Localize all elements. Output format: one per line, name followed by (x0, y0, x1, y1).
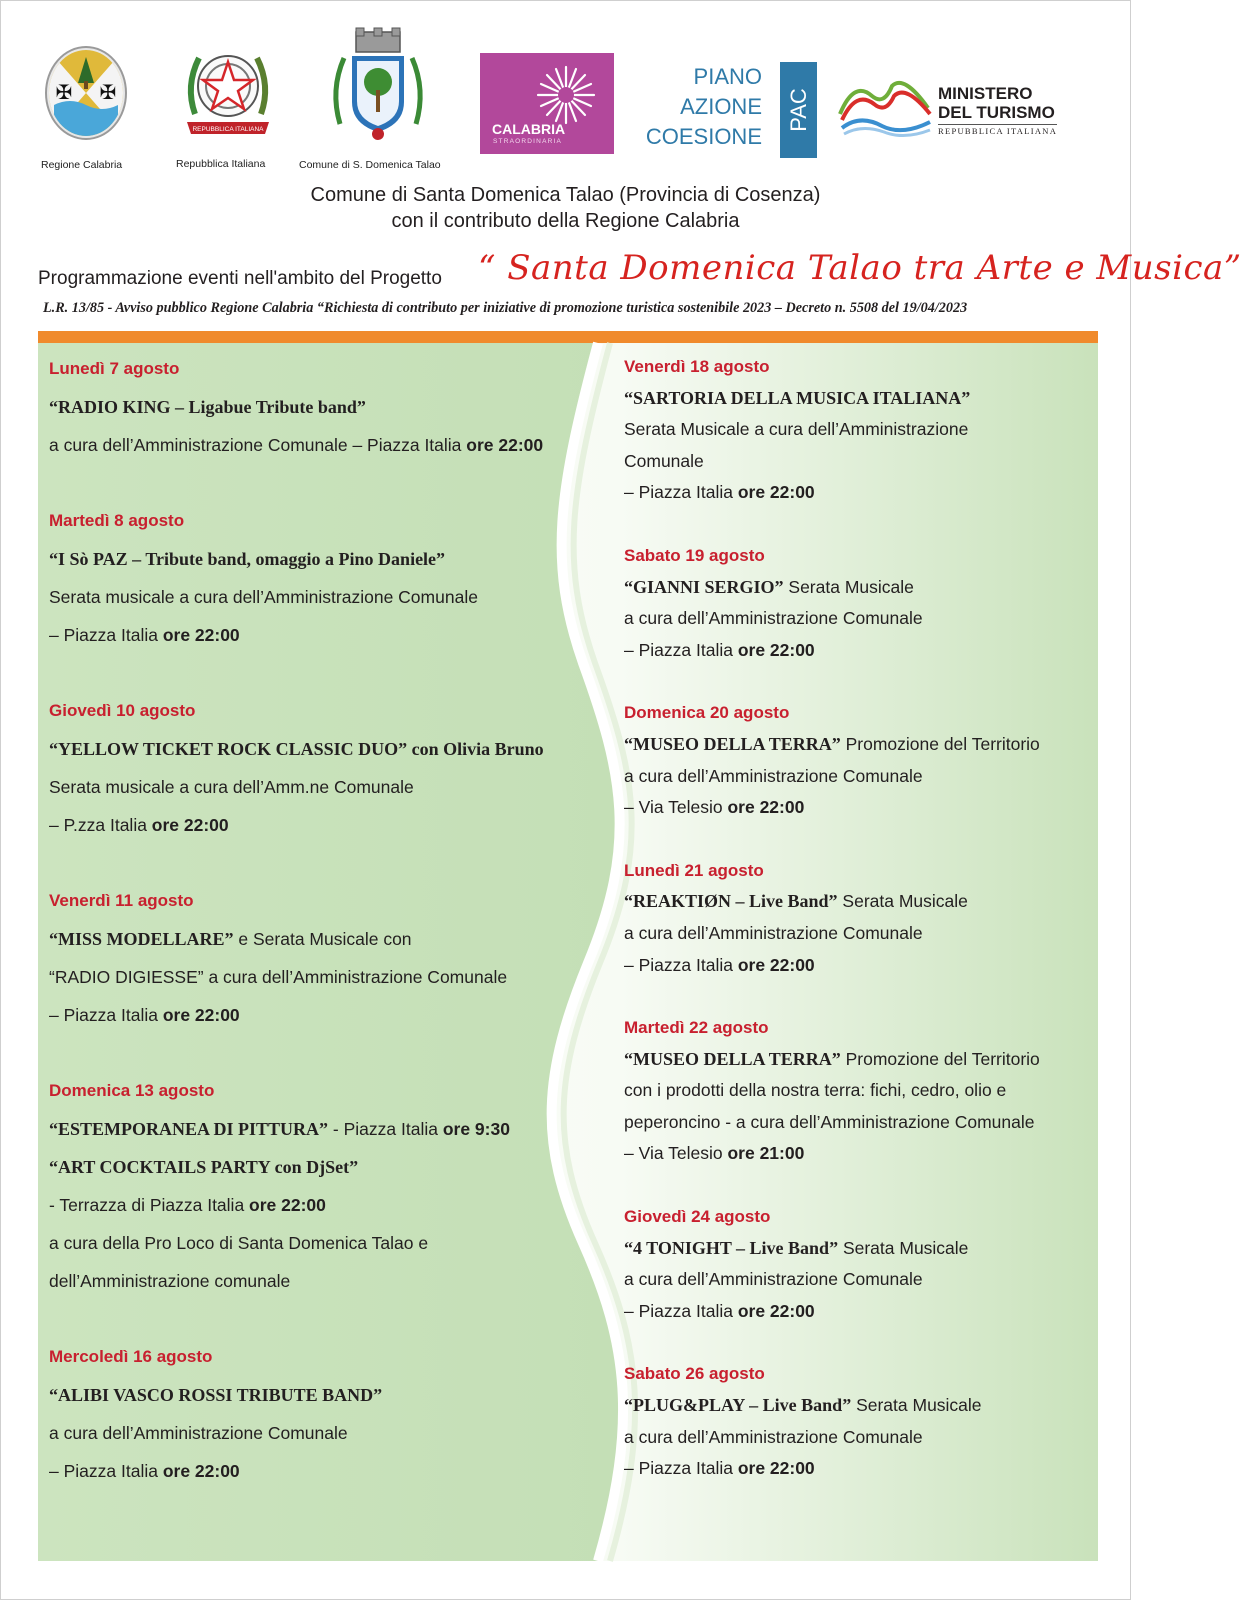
event-text: Serata Musicale (838, 1237, 969, 1258)
event-line (49, 426, 589, 464)
event-text: - Piazza Italia (328, 1119, 443, 1139)
event-title: “YELLOW TICKET ROCK CLASSIC DUO” con Olivia Bruno (49, 739, 544, 759)
event-line (49, 578, 589, 616)
event-text: Promozione del Territorio (840, 1048, 1040, 1069)
event-block (624, 1012, 1084, 1170)
event-time: ore 22:00 (162, 625, 240, 645)
pac-wordmark (630, 62, 762, 152)
event-date: Mercoledì 16 agosto (49, 1347, 213, 1366)
event-title: “4 TONIGHT – Live Band” (624, 1237, 839, 1258)
event-line (624, 729, 1084, 761)
pac-badge (780, 62, 817, 158)
event-line (49, 1262, 589, 1300)
event-text: a cura dell’Amministrazione Comunale (624, 922, 923, 943)
event-time: ore 22:00 (727, 797, 805, 818)
header-contributo: con il contributo della Regione Calabria (391, 210, 740, 232)
event-line (49, 768, 589, 806)
event-line (624, 1422, 1084, 1454)
event-time: ore 22:00 (162, 1005, 240, 1025)
event-line (49, 1110, 589, 1148)
event-text: a cura dell’Amministrazione Comunale (49, 1423, 348, 1443)
event-line (49, 388, 589, 426)
event-text: a cura dell’Amministrazione Comunale – Piazza Italia (49, 435, 467, 455)
decree-line: L.R. 13/85 - Avviso pubblico Regione Calabria “Richiesta di contributo per iniziative di promozione turistica sostenibile 2023 – Decreto n. 5508 del 19/04/2023 (43, 300, 968, 316)
pac-line-2: AZIONE (680, 94, 762, 119)
event-title: “RADIO KING – Ligabue Tribute band” (49, 397, 366, 417)
ministero-line-2: DEL TURISMO (938, 103, 1055, 122)
event-line (49, 1414, 589, 1452)
event-time: ore 22:00 (737, 954, 815, 975)
event-text: Promozione del Territorio (840, 733, 1040, 754)
event-title: “MISS MODELLARE” (49, 929, 234, 949)
event-block (49, 882, 589, 1034)
event-text: Serata musicale a cura dell’Amministrazione Comunale (49, 587, 478, 607)
event-date: Martedì 8 agosto (49, 511, 185, 530)
event-line (49, 616, 589, 654)
event-block (49, 1338, 589, 1490)
event-text: – Piazza Italia (624, 482, 738, 503)
regione-calabria-logo (44, 45, 128, 141)
event-text: a cura dell’Amministrazione Comunale (624, 1269, 923, 1290)
event-text: – Via Telesio (624, 1143, 728, 1164)
ministero-line-1: MINISTERO (938, 84, 1033, 103)
repubblica-ribbon: REPUBBLICA ITALIANA (192, 126, 264, 133)
event-text: - Terrazza di Piazza Italia (49, 1195, 250, 1215)
event-text: Serata Musicale (851, 1395, 982, 1416)
event-title: “REAKTIØN – Live Band” (624, 891, 838, 912)
event-line (49, 806, 589, 844)
event-block (49, 350, 589, 464)
pac-line-3: COESIONE (645, 124, 762, 149)
event-line (624, 792, 1084, 824)
event-text: “RADIO DIGIESSE” a cura dell’Amministrazione Comunale (49, 967, 508, 987)
event-text: a cura dell’Amministrazione Comunale (624, 608, 923, 629)
ministero-turismo-icon (838, 74, 934, 140)
event-line (49, 1452, 589, 1490)
event-line (49, 1148, 589, 1186)
calabria-tagline: STRAORDINARIA (493, 138, 563, 145)
event-title: “MUSEO DELLA TERRA” (624, 1048, 841, 1069)
event-date: Lunedì 21 agosto (624, 860, 764, 880)
svg-text:✠: ✠ (55, 80, 73, 104)
event-text: – Via Telesio (624, 797, 728, 818)
event-line (49, 540, 589, 578)
event-text: e Serata Musicale con (233, 929, 412, 949)
event-block (49, 692, 589, 844)
event-time: ore 22:00 (737, 1458, 815, 1479)
ministero-wordmark (938, 84, 1057, 137)
event-time: ore 22:00 (737, 1300, 815, 1321)
event-line (624, 635, 1084, 667)
event-time: ore 9:30 (442, 1119, 510, 1139)
calabria-straordinaria-logo (480, 53, 614, 154)
project-title: “ Santa Domenica Talao tra Arte e Musica” (478, 248, 1242, 288)
svg-text:✠: ✠ (99, 80, 117, 104)
event-block (624, 1201, 1084, 1327)
orange-divider (38, 331, 1098, 343)
event-text: – Piazza Italia (624, 639, 738, 660)
event-line (624, 761, 1084, 793)
event-text: Serata musicale a cura dell’Amm.ne Comunale (49, 777, 414, 797)
comune-caption: Comune di S. Domenica Talao (299, 159, 441, 171)
event-line (49, 1186, 589, 1224)
event-text: – Piazza Italia (624, 1300, 738, 1321)
left-events-column (49, 350, 589, 1490)
event-time: ore 22:00 (737, 639, 815, 660)
event-line (624, 1138, 1084, 1170)
event-line (624, 1075, 1084, 1107)
pac-badge-label: PAC (785, 88, 811, 132)
event-line (49, 730, 589, 768)
event-title: “I Sò PAZ – Tribute band, omaggio a Pino Daniele” (49, 549, 446, 569)
calabria-brand: CALABRIA (492, 121, 566, 137)
event-text: – Piazza Italia (49, 1005, 163, 1025)
header-comune: Comune di Santa Domenica Talao (Provincia di Cosenza) (310, 184, 821, 206)
event-time: ore 21:00 (727, 1143, 805, 1164)
event-line (624, 603, 1084, 635)
event-text: a cura dell’Amministrazione Comunale (624, 1426, 923, 1447)
event-line (49, 920, 589, 958)
event-text: Comunale (624, 450, 704, 471)
event-line (624, 950, 1084, 982)
event-line (49, 1376, 589, 1414)
event-text: Serata Musicale (783, 576, 914, 597)
event-line (49, 996, 589, 1034)
event-text: – P.zza Italia (49, 815, 152, 835)
event-line (624, 1107, 1084, 1139)
event-title: “MUSEO DELLA TERRA” (624, 733, 841, 754)
event-title: “ART COCKTAILS PARTY con DjSet” (49, 1157, 359, 1177)
event-text: con i prodotti della nostra terra: fichi, cedro, olio e (624, 1080, 1007, 1101)
event-title: “SARTORIA DELLA MUSICA ITALIANA” (624, 387, 971, 408)
event-line (624, 1264, 1084, 1296)
event-title: “GIANNI SERGIO” (624, 576, 784, 597)
event-text: dell’Amministrazione comunale (49, 1271, 291, 1291)
event-line (624, 1390, 1084, 1422)
logo-strip (0, 0, 1131, 185)
event-text: Serata Musicale (837, 891, 968, 912)
event-line (624, 383, 1084, 415)
event-title: “PLUG&PLAY – Live Band” (624, 1395, 852, 1416)
programmazione-label: Programmazione eventi nell'ambito del Progetto (38, 268, 442, 289)
event-line (49, 958, 589, 996)
event-date: Venerdì 11 agosto (49, 891, 194, 910)
event-block (49, 502, 589, 654)
event-line (624, 1453, 1084, 1485)
event-text: – Piazza Italia (624, 1458, 738, 1479)
event-line (49, 1224, 589, 1262)
event-time: ore 22:00 (162, 1461, 240, 1481)
event-time: ore 22:00 (151, 815, 229, 835)
event-text: Serata Musicale a cura dell’Amministrazione (624, 419, 969, 440)
ministero-line-3: REPUBBLICA ITALIANA (938, 126, 1058, 136)
repubblica-italiana-caption: Repubblica Italiana (176, 158, 266, 170)
event-text: a cura della Pro Loco di Santa Domenica Talao e (49, 1233, 429, 1253)
emblem-repubblica-icon (183, 44, 273, 140)
event-date: Sabato 19 agosto (624, 545, 765, 565)
event-title: “ESTEMPORANEA DI PITTURA” (49, 1119, 329, 1139)
event-block (624, 540, 1084, 666)
event-date: Sabato 26 agosto (624, 1364, 765, 1384)
event-time: ore 22:00 (737, 482, 815, 503)
regione-calabria-caption: Regione Calabria (41, 159, 123, 171)
event-date: Domenica 20 agosto (624, 703, 790, 723)
event-line (624, 1233, 1084, 1265)
event-line (624, 886, 1084, 918)
event-line (624, 918, 1084, 950)
pac-line-1: PIANO (693, 64, 762, 89)
event-block (624, 697, 1084, 823)
event-date: Domenica 13 agosto (49, 1081, 215, 1100)
right-events-column (624, 351, 1084, 1485)
event-text: – Piazza Italia (624, 954, 738, 975)
event-text: peperoncino - a cura dell’Amministrazione Comunale (624, 1111, 1035, 1132)
event-time: ore 22:00 (466, 435, 544, 455)
event-title: “ALIBI VASCO ROSSI TRIBUTE BAND” (49, 1385, 383, 1405)
event-line (624, 477, 1084, 509)
event-line (624, 446, 1084, 478)
event-text: – Piazza Italia (49, 625, 163, 645)
event-line (624, 414, 1084, 446)
comune-crest-icon (332, 28, 424, 144)
event-block (624, 1358, 1084, 1484)
event-time: ore 22:00 (249, 1195, 326, 1215)
event-date: Martedì 22 agosto (624, 1018, 769, 1038)
event-text: a cura dell’Amministrazione Comunale (624, 765, 923, 786)
event-date: Giovedì 24 agosto (624, 1207, 771, 1227)
event-text: – Piazza Italia (49, 1461, 163, 1481)
event-block (624, 351, 1084, 509)
event-date: Venerdì 18 agosto (624, 357, 770, 376)
event-line (624, 1044, 1084, 1076)
event-date: Giovedì 10 agosto (49, 701, 196, 720)
event-block (49, 1072, 589, 1300)
event-block (624, 855, 1084, 981)
event-line (624, 572, 1084, 604)
event-date: Lunedì 7 agosto (49, 359, 180, 378)
event-line (624, 1296, 1084, 1328)
